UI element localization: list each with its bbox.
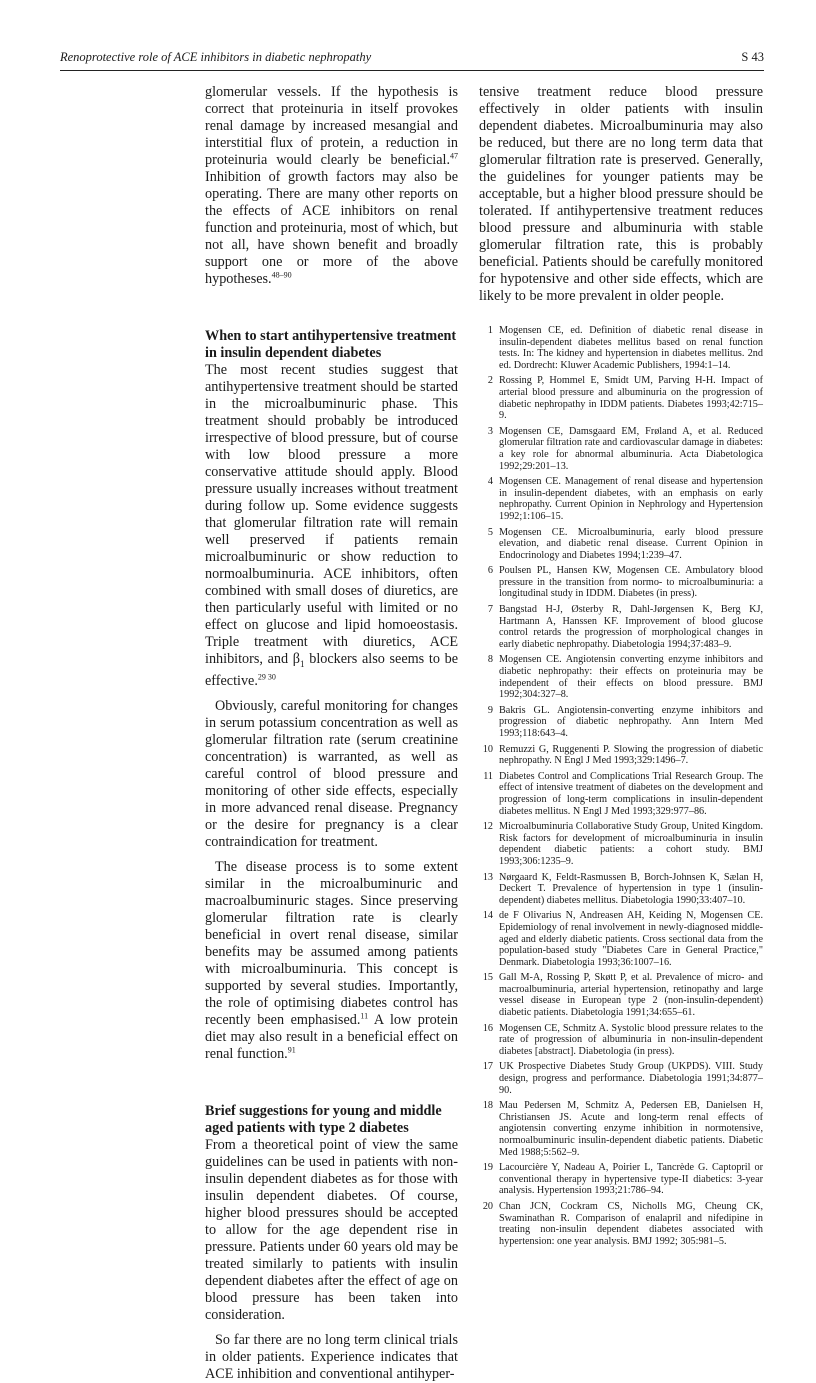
reference-text: Gall M-A, Rossing P, Skøtt P, et al. Prevalence of micro- and macroalbuminuria, arterial hypertension, retinopathy and large vessel disease in European type 2 (non-insulin-dependent) diabetic patients. Diabetologia 1991;34:655–61. — [499, 972, 763, 1019]
reference-number: 13 — [482, 871, 493, 883]
reference-text: Mogensen CE. Management of renal disease and hypertension in insulin-dependent diabetes, with an emphasis on early nephropathy. Current Opinion in Nephrology and Hypertension 1992;1:106–15. — [499, 476, 763, 522]
reference-item — [479, 910, 763, 968]
reference-item — [479, 426, 763, 472]
reference-number: 9 — [487, 704, 493, 716]
reference-item — [479, 872, 763, 907]
reference-text: Bangstad H-J, Østerby R, Dahl-Jørgensen K, Berg KJ, Hartmann A, Hanssen KF. Improvement of blood glucose control retards the progression of morphological changes in early diabetic nephropathy. Diabetologia 1994;37:483–9. — [499, 604, 763, 650]
reference-number: 10 — [482, 743, 493, 755]
reference-text: Diabetes Control and Complications Trial Research Group. The effect of intensive treatment of diabetes on the development and progression of long-term complications in insulin-dependent diabetes mellitus. N Engl J Med 1993;329:977–86. — [499, 770, 763, 817]
paragraph-continuation: glomerular vessels. If the hypothesis is correct that proteinuria in itself provokes renal damage by increased mesangial and interstitial flux of protein, a reduction in proteinuria would clearly be beneficial.$^{47}$ Inhibition of growth factors may also be operating. There are many other reports on the effects of ACE inhibitors on renal function and proteinuria, most of which, but not all, have shown benefit and broadly support one or more of the above hypotheses.$^{48-90}$ — [205, 84, 458, 287]
reference-item — [479, 1201, 763, 1247]
reference-item — [479, 1162, 763, 1197]
reference-item — [479, 1100, 763, 1158]
reference-item — [479, 771, 763, 817]
section-when-to-start — [205, 328, 458, 1063]
right-column — [479, 84, 763, 1251]
reference-number: 15 — [482, 972, 493, 984]
reference-item — [479, 972, 763, 1018]
section-type2-suggestions — [205, 1103, 458, 1383]
reference-number: 8 — [487, 654, 493, 666]
paragraph: Obviously, careful monitoring for changes in serum potassium concentration as well as glomerular filtration rate (serum creatinine concentration) is warranted, as well as careful control of blood pressure and monitoring of other side effects, especially in more advanced renal disease. Pregnancy or the desire for pregnancy is a clear contraindication for treatment. — [205, 697, 458, 850]
reference-number: 4 — [487, 476, 493, 488]
reference-number: 2 — [487, 375, 493, 387]
reference-number: 19 — [482, 1162, 493, 1174]
reference-item — [479, 705, 763, 740]
reference-number: 3 — [487, 425, 493, 437]
left-column — [205, 84, 458, 1383]
reference-number: 6 — [487, 565, 493, 577]
paragraph: The most recent studies suggest that antihypertensive treatment should be started in the microalbuminuric phase. This treatment should probably be introduced irrespective of blood pressure, but of course with low blood pressure a more conservative attitude should apply. Blood pressure usually increases without treatment during follow up. Some evidence suggests that glomerular filtration rate will remain well preserved if patients remain microalbuminuric or show reduction to normoalbuminuria. ACE inhibitors, often combined with small doses of diuretics, are then particularly useful with limited or no effect on glucose and lipid homoeostasis. Triple treatment with diuretics, ACE inhibitors, and $\beta_1$ blockers also seems to be effective.$^{29 30}$ — [205, 362, 459, 689]
reference-text: Nørgaard K, Feldt-Rasmussen B, Borch-Johnsen K, Sælan H, Deckert T. Prevalence of hypertension in type 1 (insulin-dependent) diabetes mellitus. Diabetologia 1990;33:407–10. — [499, 871, 763, 906]
reference-text: Mogensen CE. Angiotensin converting enzyme inhibitors and diabetic nephropathy: their effects on proteinuria may be independent of their effects on blood pressure. BMJ 1992;304:327–8. — [499, 654, 763, 701]
reference-item — [479, 527, 763, 562]
reference-text: de F Olivarius N, Andreasen AH, Keiding N, Mogensen CE. Epidemiology of renal involvement in newly-diagnosed middle-aged and elderly diabetic patients. Cross sectional data from the population-based study "Diabetes Care in General Practice," Denmark. Diabetologia 1993;36:1007–16. — [499, 910, 763, 968]
reference-number: 17 — [482, 1061, 493, 1073]
reference-item — [479, 476, 763, 522]
reference-text: Mogensen CE, ed. Definition of diabetic renal disease in insulin-dependent diabetes mellitus based on renal function tests. In: The kidney and hypertension in diabetes mellitus. 2nd ed. Dordrecht: Kluwer Academic Publishers, 1994:1–14. — [499, 325, 763, 371]
reference-number: 14 — [482, 910, 493, 922]
running-head-title: Renoprotective role of ACE inhibitors in diabetic nephropathy — [60, 50, 372, 64]
references — [479, 325, 763, 1247]
reference-item — [479, 565, 763, 600]
reference-item — [479, 654, 763, 700]
reference-number: 16 — [482, 1022, 493, 1034]
reference-text: Rossing P, Hommel E, Smidt UM, Parving H-H. Impact of arterial blood pressure and albuminuria on the progression of diabetic nephropathy in IDDM patients. Diabetes 1993;42:715–9. — [499, 375, 763, 422]
page-number: S 43 — [741, 50, 764, 64]
paragraph-continuation: tensive treatment reduce blood pressure effectively in older patients with insulin dependent diabetes. Microalbuminuria may also be reduced, but there are no long term data that glomerular filtration rate is preserved. Generally, the guidelines for younger patients may be acceptable, but a higher blood pressure should be tolerated. If antihypertensive treatment reduces blood pressure and albuminuria with stable glomerular filtration rate, this is probably beneficial. Patients should be carefully monitored for hypotensive and other side effects, which are likely to be more prevalent in older people. — [479, 84, 763, 304]
paragraph: From a theoretical point of view the same guidelines can be used in patients with non-insulin dependent diabetes as for those with insulin dependent diabetes. Of course, higher blood pressures should be accepted to allow for the age dependent rise in pressure. Patients under 60 years old may be treated similarly to patients with insulin dependent diabetes after the effect of age on blood pressure has been taken into consideration. — [205, 1136, 458, 1323]
reference-item — [479, 604, 763, 650]
reference-number: 18 — [482, 1100, 493, 1112]
reference-number: 20 — [482, 1200, 493, 1212]
reference-text: Chan JCN, Cockram CS, Nicholls MG, Cheung CK, Swaminathan R. Comparison of enalapril and nifedipine in treating non-insulin dependent diabetes associated with hypertension: one year analysis. BMJ 1992; 305:981–5. — [499, 1200, 763, 1247]
reference-item — [479, 744, 763, 767]
section-heading: Brief suggestions for young and middle aged patients with type 2 diabetes — [205, 1102, 442, 1136]
reference-text: Poulsen PL, Hansen KW, Mogensen CE. Ambulatory blood pressure in the transition from normo- to microalbuminuria: a longitudinal study in IDDM. Diabetes (in press). — [499, 565, 763, 600]
reference-text: Mogensen CE, Schmitz A. Systolic blood pressure relates to the rate of progression of albuminuria in non-insulin-dependent diabetes [abstract]. Diabetologia (in press). — [499, 1022, 763, 1057]
reference-number: 11 — [483, 770, 493, 782]
reference-text: Microalbuminuria Collaborative Study Group, United Kingdom. Risk factors for development of microalbuminuria in insulin dependent diabetic patients: a cohort study. BMJ 1993;306:1235–9. — [499, 821, 763, 867]
section-heading: When to start antihypertensive treatment in insulin dependent diabetes — [205, 328, 457, 361]
reference-text: Bakris GL. Angiotensin-converting enzyme inhibitors and progression of diabetic nephropathy. Ann Intern Med 1993;118:643–4. — [499, 704, 763, 739]
reference-number: 5 — [487, 526, 493, 538]
paragraph: So far there are no long term clinical trials in older patients. Experience indicates that ACE inhibition and conventional antihyper- — [205, 1331, 458, 1382]
paragraph: The disease process is to some extent similar in the microalbuminuric and macroalbuminuric stages. Since preserving glomerular filtration rate is clearly beneficial in overt renal disease, similar benefits may be assumed among patients with microalbuminuria. This concept is supported by several studies. Importantly, the role of optimising diabetes control has recently been emphasised.$^{11}$ A low protein diet may also result in a beneficial effect on renal function.$^{91}$ — [205, 858, 458, 1062]
reference-list — [479, 325, 763, 1247]
reference-text: Lacourcière Y, Nadeau A, Poirier L, Tancrède G. Captopril or conventional therapy in hypertensive type-II diabetics: 3-year analysis. Hypertension 1993;21:786–94. — [499, 1162, 763, 1197]
reference-number: 1 — [487, 325, 493, 336]
running-head — [60, 50, 764, 71]
reference-number: 7 — [487, 604, 493, 616]
reference-item — [479, 1061, 763, 1096]
reference-text: Remuzzi G, Ruggenenti P. Slowing the progression of diabetic nephropathy. N Engl J Med 1993;329:1496–7. — [499, 743, 763, 767]
reference-number: 12 — [482, 821, 493, 833]
reference-text: Mogensen CE, Damsgaard EM, Frøland A, et al. Reduced glomerular filtration rate and cardiovascular damage in diabetes: a key role for abnormal albuminuria. Acta Diabetologica 1992;29:201–13. — [499, 425, 763, 472]
reference-text: Mogensen CE. Microalbuminuria, early blood pressure elevation, and diabetic renal disease. Current Opinion in Endocrinology and Diabetes 1994;1:239–47. — [499, 526, 763, 561]
reference-item — [479, 821, 763, 867]
reference-text: Mau Pedersen M, Schmitz A, Pedersen EB, Danielsen H, Christiansen JS. Acute and long-term renal effects of angiotensin converting enzyme inhibition in normotensive, normoalbuminuric insulin-dependent diabetic patients. Diabetic Med 1988;5:562–9. — [499, 1100, 763, 1158]
reference-item — [479, 325, 763, 371]
reference-item — [479, 1023, 763, 1058]
reference-item — [479, 375, 763, 421]
reference-text: UK Prospective Diabetes Study Group (UKPDS). VIII. Study design, progress and performance. Diabetologia 1991;34:877–90. — [499, 1061, 763, 1096]
